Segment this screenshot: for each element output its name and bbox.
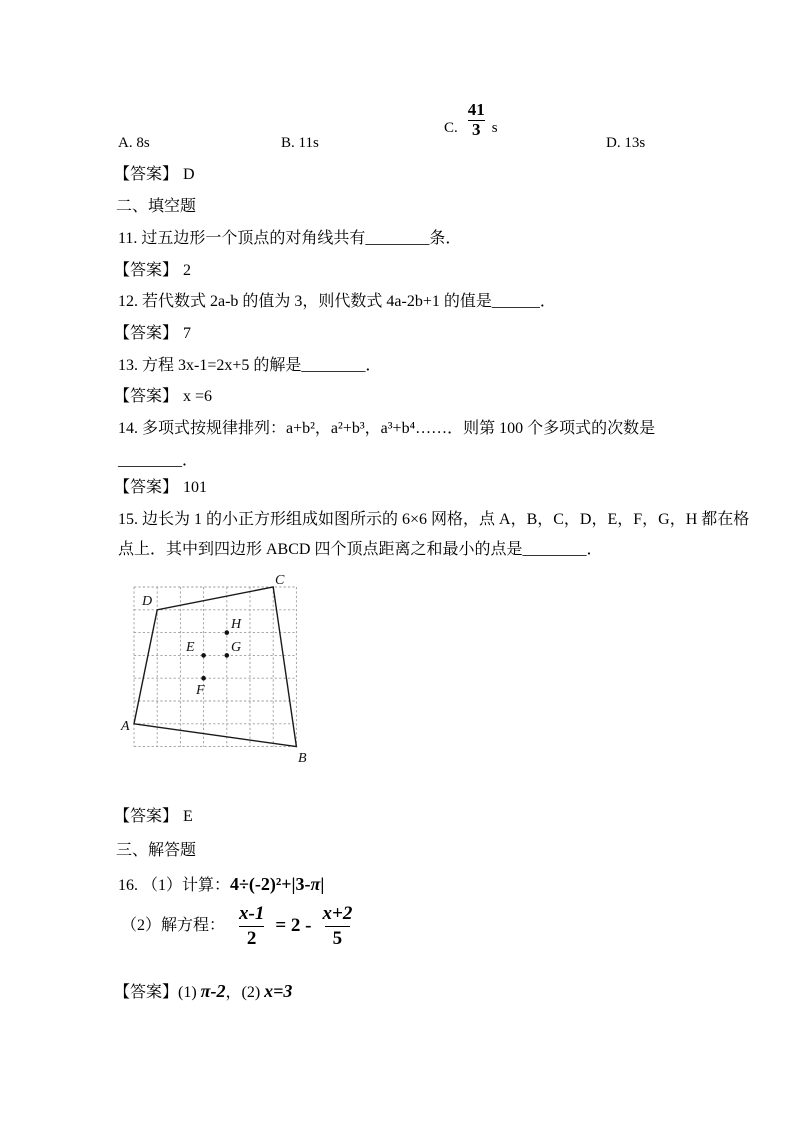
fraction-numerator: x-1 (239, 903, 265, 924)
answer-value: E (183, 808, 193, 825)
answer-label: 【答案】 (114, 808, 179, 825)
answer-label: 【答案】 (114, 325, 179, 342)
answer-q15 (114, 807, 193, 827)
question-13: 13. 方程 3x-1=2x+5 的解是________． (118, 357, 382, 374)
q16-expr-right: | (320, 874, 325, 894)
question-16-part2 (121, 903, 356, 950)
answer-value: D (183, 166, 195, 183)
question-14-line2: ________． (118, 452, 199, 469)
option-a: A. 8s (118, 135, 150, 151)
equation-middle: = 2 - (275, 915, 312, 937)
answer-label: 【答案】 (114, 166, 179, 183)
q16-expr-left: 4÷(-2)²+|3- (230, 874, 311, 894)
option-d: D. 13s (606, 135, 646, 151)
answer-q13 (114, 387, 212, 407)
label-b: B (298, 751, 307, 766)
answer-label: 【答案】 (114, 262, 179, 279)
answer-label: 【答案】 (114, 984, 179, 1001)
label-c: C (275, 573, 285, 588)
fraction-numerator: x+2 (322, 903, 353, 924)
answer-value: 7 (183, 325, 192, 342)
grid-horizontal-lines (134, 587, 296, 747)
label-d: D (142, 594, 153, 609)
point-e-dot (201, 653, 206, 658)
label-h: H (231, 617, 242, 632)
fraction-denominator: 2 (239, 926, 265, 950)
point-g-dot (225, 653, 230, 658)
question-12: 12. 若代数式 2a-b 的值为 3，则代数式 4a-2b+1 的值是______． (118, 293, 556, 310)
label-a: A (121, 719, 130, 734)
q16-expression (230, 874, 324, 894)
equation-fraction-left (235, 903, 268, 950)
answer-q16-mid: ，(2) (225, 984, 261, 1001)
question-14-line1: 14. 多项式按规律排列：a+b²，a²+b³，a³+b⁴……．则第 100 个多项式的次数是 (118, 420, 656, 437)
answer-q16-part2: x=3 (264, 981, 293, 1001)
q16-expr-pi: π (310, 874, 321, 894)
section-2-heading: 二、填空题 (116, 198, 197, 215)
grid-vertical-lines (134, 587, 296, 747)
option-c-unit: s (491, 119, 498, 136)
option-c-label: C. (444, 119, 458, 136)
answer-q12 (114, 324, 191, 344)
section-3-heading: 三、解答题 (116, 842, 197, 859)
point-h-dot (225, 630, 230, 635)
fraction-denominator: 5 (325, 926, 351, 950)
question-16-part2-label: （2）解方程： (121, 916, 226, 934)
answer-value: 2 (183, 262, 192, 279)
answer-q16-prefix: (1) (178, 984, 197, 1001)
label-f: F (196, 683, 205, 698)
question-16-label: 16. （1）计算： (118, 877, 231, 894)
answer-q14 (114, 478, 207, 498)
answer-label: 【答案】 (114, 388, 179, 405)
answer-value: 101 (183, 479, 208, 496)
point-f-dot (201, 676, 206, 681)
answer-q16-part1: π-2 (200, 981, 226, 1001)
answer-q16 (114, 981, 292, 1003)
option-c (444, 101, 498, 139)
grid-figure-svg (120, 573, 320, 769)
question-15-line1: 15. 边长为 1 的小正方形组成如图所示的 6×6 网格，点 A，B，C，D，E，F，G，H 都在格 (118, 511, 750, 528)
grid-figure (120, 573, 320, 775)
option-c-fraction (466, 101, 487, 139)
option-b: B. 11s (281, 135, 319, 151)
question-16-part1 (118, 874, 324, 896)
answer-q10 (114, 165, 195, 185)
quadrilateral-abcd (134, 587, 296, 747)
answer-q11 (114, 261, 191, 281)
fraction-denominator: 3 (468, 120, 485, 139)
label-g: G (231, 640, 242, 655)
q16-equation (235, 903, 356, 950)
fraction-numerator: 41 (467, 100, 485, 119)
label-e: E (186, 640, 195, 655)
question-11: 11. 过五边形一个顶点的对角线共有________条． (118, 230, 462, 247)
answer-label: 【答案】 (114, 479, 179, 496)
answer-value: x =6 (183, 388, 213, 405)
equation-fraction-right (319, 903, 357, 950)
question-15-line2: 点上．其中到四边形 ABCD 四个顶点距离之和最小的点是________． (118, 541, 603, 558)
